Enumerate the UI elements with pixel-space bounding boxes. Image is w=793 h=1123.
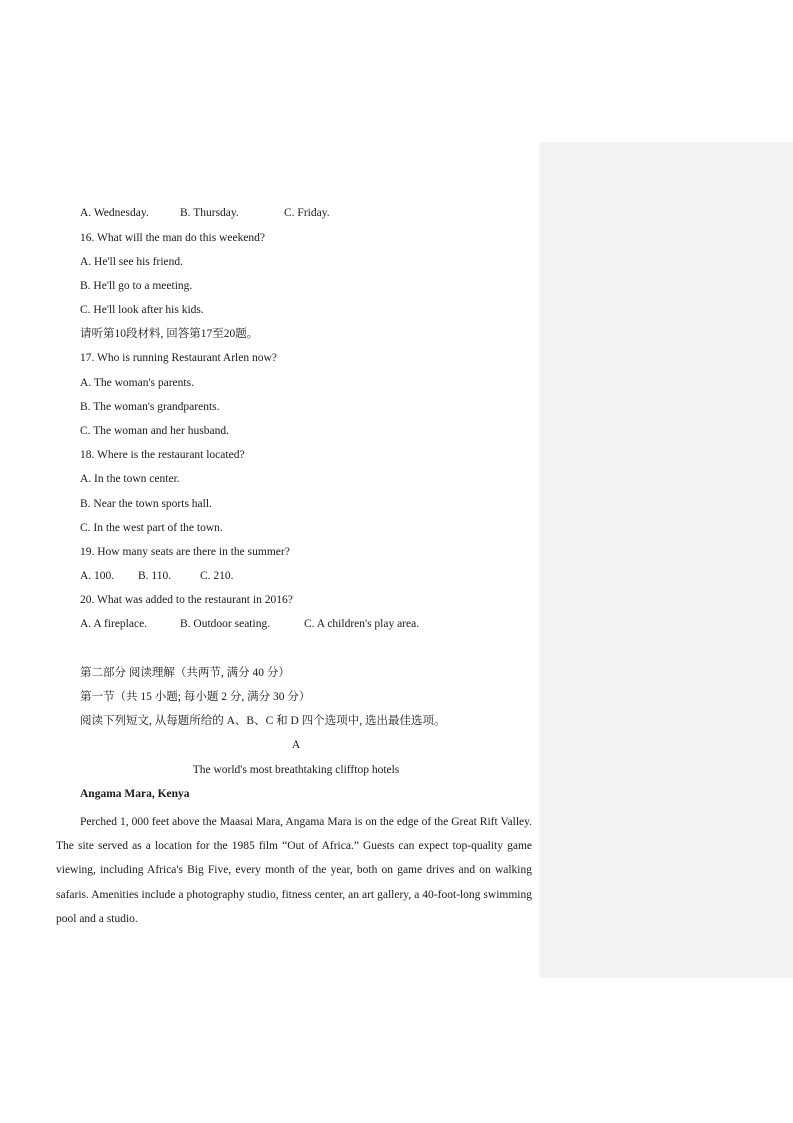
q17-option-a: A. The woman's parents. (80, 377, 194, 389)
q15-option-b: B. Thursday. (180, 207, 239, 219)
passage-paragraph: Perched 1, 000 feet above the Maasai Mara, Angama Mara is on the edge of the Great Rift Valley. The site served as a location for the 1985 film “Out of Africa.” Guests can expect top-quality game viewing, including Africa's Big Five, every month of the year, both on game drives and on walking safaris. Amenities include a photography studio, fitness center, an art gallery, a 40-foot-long swimming pool and a studio. (56, 816, 532, 925)
q20-question: 20. What was added to the restaurant in 2016? (80, 594, 293, 606)
q18-option-c: C. In the west part of the town. (80, 522, 223, 534)
passage-letter: A (291, 739, 301, 751)
q20-option-c: C. A children's play area. (304, 618, 420, 630)
part2-section1: 第一节（共 15 小题; 每小题 2 分, 满分 30 分） (80, 691, 311, 703)
part2-heading: 第二部分 阅读理解（共两节, 满分 40 分） (80, 667, 290, 679)
q16-option-a: A. He'll see his friend. (80, 256, 183, 268)
q17-option-c: C. The woman and her husband. (80, 425, 229, 437)
q18-option-b: B. Near the town sports hall. (80, 498, 212, 510)
part2-instruction: 阅读下列短文, 从每题所给的 A、B、C 和 D 四个选项中, 选出最佳选项。 (80, 715, 446, 727)
q20-option-a: A. A fireplace. (80, 618, 148, 630)
hotel-name: Angama Mara, Kenya (80, 788, 190, 800)
q18-question: 18. Where is the restaurant located? (80, 449, 245, 461)
q19-question: 19. How many seats are there in the summer? (80, 546, 290, 558)
comment-margin-pane (539, 142, 793, 978)
q17-question: 17. Who is running Restaurant Arlen now? (80, 352, 277, 364)
q20-option-b: B. Outdoor seating. (180, 618, 271, 630)
q19-option-b: B. 110. (138, 570, 172, 582)
q16-option-c: C. He'll look after his kids. (80, 304, 204, 316)
section10-instruction: 请听第10段材料, 回答第17至20题。 (80, 328, 259, 340)
passage-title: The world's most breathtaking clifftop hotels (192, 764, 400, 776)
q18-option-a: A. In the town center. (80, 473, 180, 485)
q16-question: 16. What will the man do this weekend? (80, 232, 266, 244)
q15-option-c: C. Friday. (284, 207, 330, 219)
q19-option-a: A. 100. (80, 570, 115, 582)
q17-option-b: B. The woman's grandparents. (80, 401, 220, 413)
q16-option-b: B. He'll go to a meeting. (80, 280, 193, 292)
q19-option-c: C. 210. (200, 570, 234, 582)
q15-option-a: A. Wednesday. (80, 207, 149, 219)
